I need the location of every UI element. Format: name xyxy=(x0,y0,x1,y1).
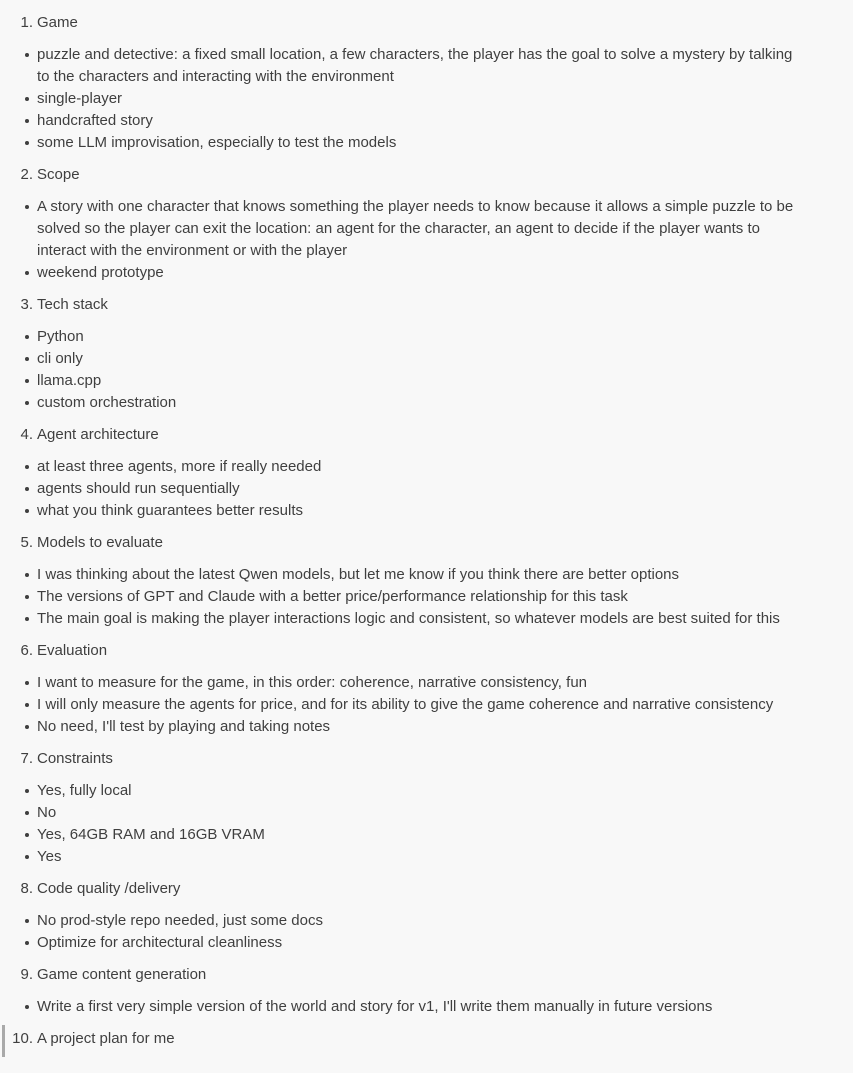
bullet-item: A story with one character that knows something the player needs to know because it allows a simple puzzle to be solved so the player can exit the location: an agent for the character, an agent to decide if the player wants to interact with the environment or with the player xyxy=(0,196,795,262)
bullet-item: at least three agents, more if really needed xyxy=(0,456,795,478)
bullet-list xyxy=(0,780,853,868)
section-title: Game xyxy=(37,14,78,31)
section-title: Scope xyxy=(37,166,80,183)
outline-document xyxy=(0,12,853,1050)
outline-section xyxy=(0,878,853,954)
outline-section xyxy=(0,640,853,738)
bullet-item: I want to measure for the game, in this order: coherence, narrative consistency, fun xyxy=(0,672,795,694)
section-number: 9. xyxy=(20,966,33,983)
section-title: A project plan for me xyxy=(37,1030,175,1047)
bullet-item: agents should run sequentially xyxy=(0,478,795,500)
bullet-list xyxy=(0,456,853,522)
bullet-item: cli only xyxy=(0,348,795,370)
bullet-item: I was thinking about the latest Qwen models, but let me know if you think there are better options xyxy=(0,564,795,586)
section-header xyxy=(0,532,853,554)
section-number: 4. xyxy=(20,426,33,443)
section-number: 2. xyxy=(20,166,33,183)
section-header xyxy=(0,878,853,900)
bullet-item: The main goal is making the player interactions logic and consistent, so whatever models are best suited for this xyxy=(0,608,795,630)
section-header xyxy=(0,294,853,316)
bullet-item: Write a first very simple version of the world and story for v1, I'll write them manually in future versions xyxy=(0,996,795,1018)
section-number: 3. xyxy=(20,296,33,313)
section-title: Game content generation xyxy=(37,966,207,983)
outline-section xyxy=(0,964,853,1018)
section-header xyxy=(0,748,853,770)
section-title: Tech stack xyxy=(37,296,108,313)
sections xyxy=(0,12,853,1050)
section-title: Constraints xyxy=(37,750,113,767)
section-number: 6. xyxy=(20,642,33,659)
bullet-item: custom orchestration xyxy=(0,392,795,414)
bullet-list xyxy=(0,672,853,738)
section-header xyxy=(0,12,853,34)
section-number: 1. xyxy=(20,14,33,31)
section-number: 8. xyxy=(20,880,33,897)
bullet-item: Yes, fully local xyxy=(0,780,795,802)
bullet-item: single-player xyxy=(0,88,795,110)
outline-section xyxy=(0,532,853,630)
bullet-item: llama.cpp xyxy=(0,370,795,392)
bullet-item: weekend prototype xyxy=(0,262,795,284)
section-header xyxy=(0,964,853,986)
bullet-item: handcrafted story xyxy=(0,110,795,132)
bullet-item: No need, I'll test by playing and taking notes xyxy=(0,716,795,738)
section-title: Evaluation xyxy=(37,642,108,659)
bullet-list xyxy=(0,564,853,630)
bullet-item: what you think guarantees better results xyxy=(0,500,795,522)
bullet-item: Yes xyxy=(0,846,795,868)
bullet-item: Yes, 64GB RAM and 16GB VRAM xyxy=(0,824,795,846)
bullet-item: No prod-style repo needed, just some docs xyxy=(0,910,795,932)
outline-section xyxy=(0,164,853,284)
outline-section xyxy=(0,294,853,414)
bullet-item: puzzle and detective: a fixed small location, a few characters, the player has the goal to solve a mystery by talking to the characters and interacting with the environment xyxy=(0,44,795,88)
outline-section xyxy=(0,1028,853,1050)
bullet-item: Optimize for architectural cleanliness xyxy=(0,932,795,954)
section-header xyxy=(0,640,853,662)
bullet-list xyxy=(0,196,853,284)
bullet-list xyxy=(0,996,853,1018)
bullet-list xyxy=(0,326,853,414)
section-number: 10. xyxy=(12,1030,33,1047)
outline-section xyxy=(0,748,853,868)
bullet-item: No xyxy=(0,802,795,824)
section-header xyxy=(0,1028,853,1050)
section-number: 7. xyxy=(20,750,33,767)
section-header xyxy=(0,424,853,446)
outline-section xyxy=(0,12,853,154)
bullet-list xyxy=(0,910,853,954)
outline-section xyxy=(0,424,853,522)
bullet-item: The versions of GPT and Claude with a better price/performance relationship for this task xyxy=(0,586,795,608)
bullet-item: Python xyxy=(0,326,795,348)
section-number: 5. xyxy=(20,534,33,551)
bullet-item: I will only measure the agents for price, and for its ability to give the game coherence and narrative consistency xyxy=(0,694,795,716)
section-title: Models to evaluate xyxy=(37,534,163,551)
bullet-item: some LLM improvisation, especially to test the models xyxy=(0,132,795,154)
bullet-list xyxy=(0,44,853,154)
section-title: Agent architecture xyxy=(37,426,159,443)
section-title: Code quality /delivery xyxy=(37,880,181,897)
section-header xyxy=(0,164,853,186)
